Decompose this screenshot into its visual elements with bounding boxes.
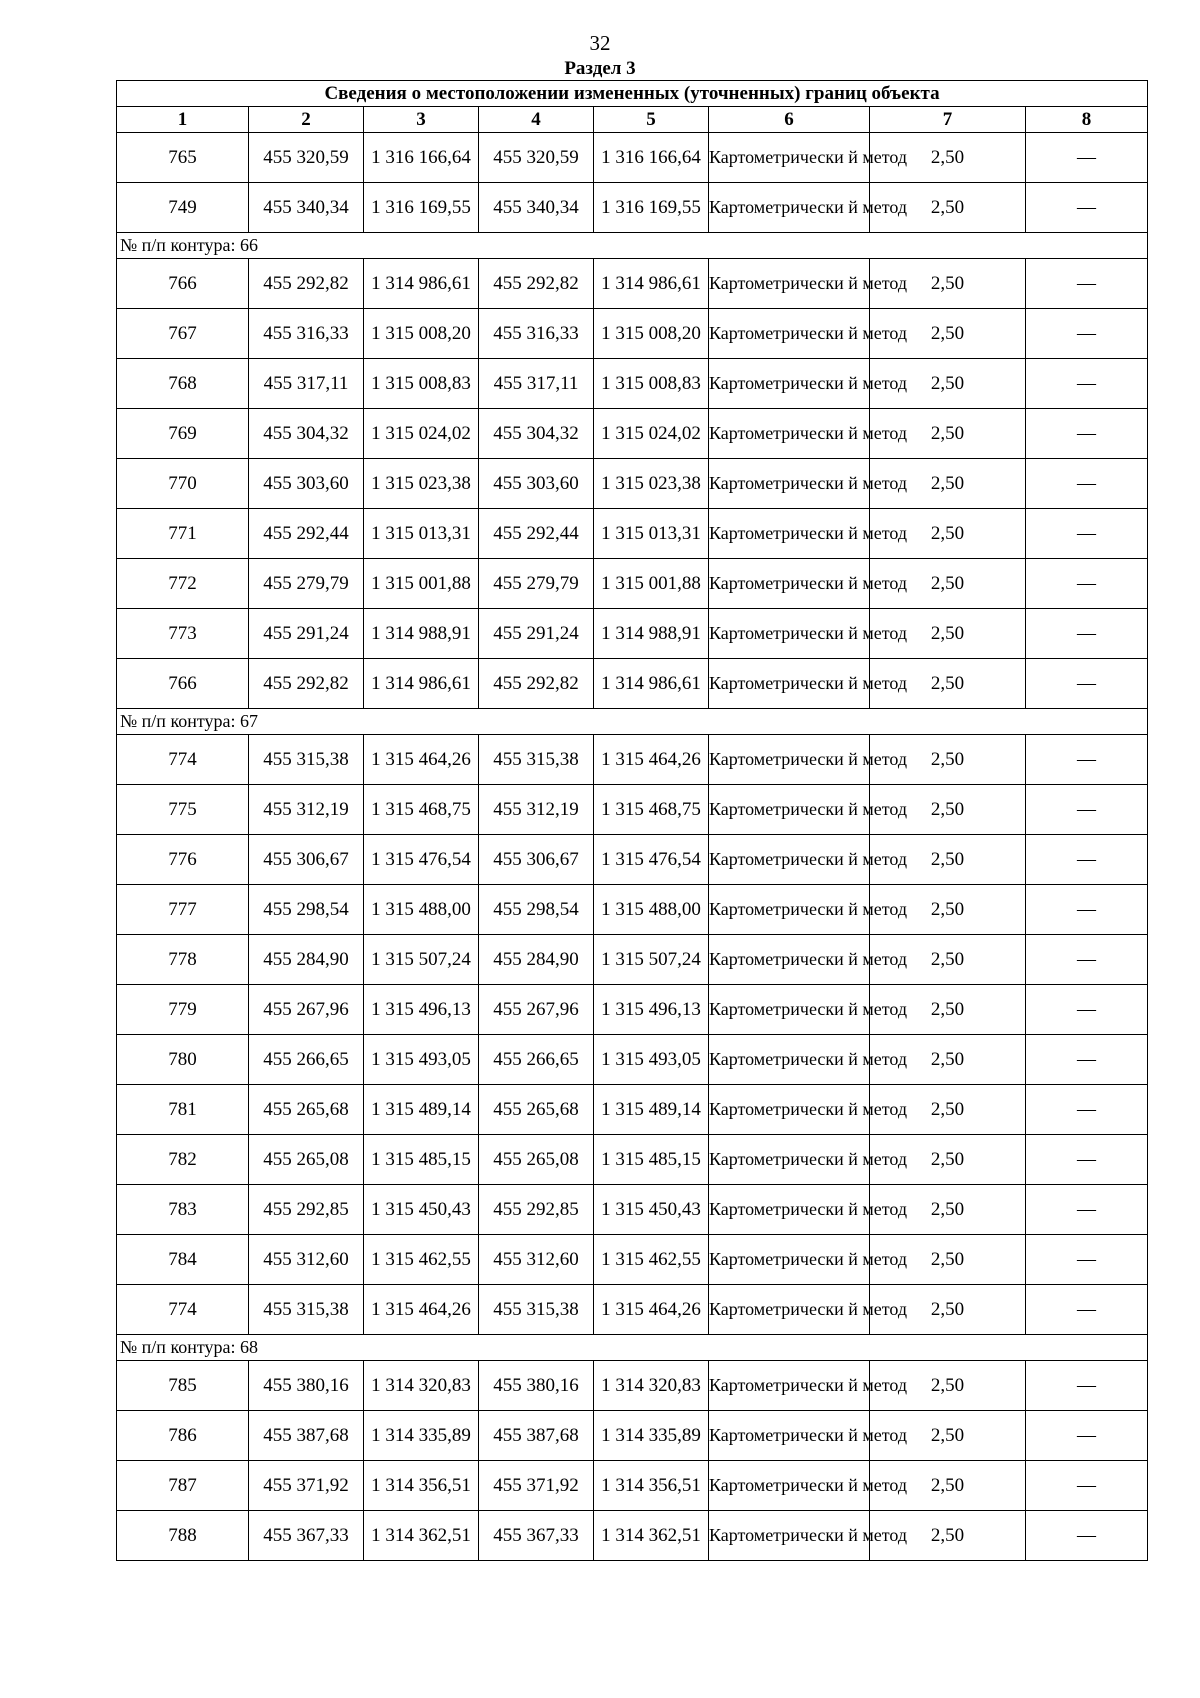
column-number-header: 2 [249, 107, 364, 133]
y-coordinate-cell: 1 315 485,15 [594, 1135, 709, 1185]
y-coordinate-cell: 1 315 493,05 [594, 1035, 709, 1085]
x-coordinate-cell: 455 340,34 [249, 183, 364, 233]
y-coordinate-cell: 1 314 356,51 [594, 1461, 709, 1511]
x-coordinate-cell: 455 292,82 [249, 659, 364, 709]
table-row [117, 885, 1148, 935]
description-cell: — [1026, 735, 1148, 785]
x-coordinate-cell: 455 316,33 [479, 309, 594, 359]
contour-label: № п/п контура: 66 [117, 233, 1148, 259]
method-cell: Картометрически й метод [709, 785, 870, 835]
y-coordinate-cell: 1 315 496,13 [364, 985, 479, 1035]
x-coordinate-cell: 455 303,60 [479, 459, 594, 509]
method-cell: Картометрически й метод [709, 309, 870, 359]
y-coordinate-cell: 1 316 166,64 [594, 133, 709, 183]
method-cell: Картометрически й метод [709, 183, 870, 233]
x-coordinate-cell: 455 315,38 [249, 1285, 364, 1335]
accuracy-cell: 2,50 [870, 509, 1026, 559]
method-cell: Картометрически й метод [709, 1361, 870, 1411]
description-cell: — [1026, 935, 1148, 985]
x-coordinate-cell: 455 265,68 [479, 1085, 594, 1135]
description-cell: — [1026, 985, 1148, 1035]
description-cell: — [1026, 259, 1148, 309]
x-coordinate-cell: 455 279,79 [249, 559, 364, 609]
description-cell: — [1026, 1135, 1148, 1185]
table-row [117, 1185, 1148, 1235]
x-coordinate-cell: 455 304,32 [249, 409, 364, 459]
accuracy-cell: 2,50 [870, 559, 1026, 609]
table-row [117, 559, 1148, 609]
accuracy-cell: 2,50 [870, 785, 1026, 835]
y-coordinate-cell: 1 315 024,02 [594, 409, 709, 459]
point-number-cell: 777 [117, 885, 249, 935]
description-cell: — [1026, 1461, 1148, 1511]
accuracy-cell: 2,50 [870, 885, 1026, 935]
accuracy-cell: 2,50 [870, 1411, 1026, 1461]
accuracy-cell: 2,50 [870, 183, 1026, 233]
x-coordinate-cell: 455 315,38 [479, 1285, 594, 1335]
column-number-header: 8 [1026, 107, 1148, 133]
column-number-header: 6 [709, 107, 870, 133]
column-number-header: 4 [479, 107, 594, 133]
x-coordinate-cell: 455 298,54 [479, 885, 594, 935]
x-coordinate-cell: 455 266,65 [249, 1035, 364, 1085]
table-row [117, 509, 1148, 559]
point-number-cell: 772 [117, 559, 249, 609]
y-coordinate-cell: 1 315 488,00 [594, 885, 709, 935]
table-row [117, 1361, 1148, 1411]
description-cell: — [1026, 785, 1148, 835]
x-coordinate-cell: 455 315,38 [249, 735, 364, 785]
point-number-cell: 769 [117, 409, 249, 459]
y-coordinate-cell: 1 315 008,20 [364, 309, 479, 359]
method-cell: Картометрически й метод [709, 259, 870, 309]
y-coordinate-cell: 1 315 024,02 [364, 409, 479, 459]
x-coordinate-cell: 455 317,11 [249, 359, 364, 409]
y-coordinate-cell: 1 315 023,38 [364, 459, 479, 509]
table-row [117, 259, 1148, 309]
x-coordinate-cell: 455 380,16 [479, 1361, 594, 1411]
table-row [117, 309, 1148, 359]
accuracy-cell: 2,50 [870, 609, 1026, 659]
point-number-cell: 787 [117, 1461, 249, 1511]
x-coordinate-cell: 455 387,68 [479, 1411, 594, 1461]
x-coordinate-cell: 455 292,82 [249, 259, 364, 309]
method-cell: Картометрически й метод [709, 1185, 870, 1235]
method-cell: Картометрически й метод [709, 459, 870, 509]
accuracy-cell: 2,50 [870, 133, 1026, 183]
section-title: Раздел 3 [564, 58, 636, 79]
point-number-cell: 775 [117, 785, 249, 835]
x-coordinate-cell: 455 320,59 [479, 133, 594, 183]
accuracy-cell: 2,50 [870, 459, 1026, 509]
x-coordinate-cell: 455 291,24 [249, 609, 364, 659]
x-coordinate-cell: 455 371,92 [249, 1461, 364, 1511]
x-coordinate-cell: 455 298,54 [249, 885, 364, 935]
x-coordinate-cell: 455 315,38 [479, 735, 594, 785]
y-coordinate-cell: 1 315 462,55 [594, 1235, 709, 1285]
x-coordinate-cell: 455 380,16 [249, 1361, 364, 1411]
description-cell: — [1026, 1361, 1148, 1411]
method-cell: Картометрически й метод [709, 1411, 870, 1461]
x-coordinate-cell: 455 320,59 [249, 133, 364, 183]
y-coordinate-cell: 1 315 507,24 [594, 935, 709, 985]
x-coordinate-cell: 455 317,11 [479, 359, 594, 409]
page-number: 32 [589, 31, 611, 55]
accuracy-cell: 2,50 [870, 1361, 1026, 1411]
x-coordinate-cell: 455 292,85 [249, 1185, 364, 1235]
table-row [117, 409, 1148, 459]
table-row [117, 659, 1148, 709]
description-cell: — [1026, 1185, 1148, 1235]
description-cell: — [1026, 459, 1148, 509]
x-coordinate-cell: 455 284,90 [249, 935, 364, 985]
point-number-cell: 749 [117, 183, 249, 233]
accuracy-cell: 2,50 [870, 259, 1026, 309]
description-cell: — [1026, 659, 1148, 709]
y-coordinate-cell: 1 315 496,13 [594, 985, 709, 1035]
description-cell: — [1026, 1511, 1148, 1561]
accuracy-cell: 2,50 [870, 1085, 1026, 1135]
point-number-cell: 779 [117, 985, 249, 1035]
x-coordinate-cell: 455 267,96 [249, 985, 364, 1035]
x-coordinate-cell: 455 371,92 [479, 1461, 594, 1511]
x-coordinate-cell: 455 292,85 [479, 1185, 594, 1235]
table-row [117, 183, 1148, 233]
x-coordinate-cell: 455 265,08 [249, 1135, 364, 1185]
y-coordinate-cell: 1 315 008,83 [594, 359, 709, 409]
accuracy-cell: 2,50 [870, 1135, 1026, 1185]
contour-label: № п/п контура: 68 [117, 1335, 1148, 1361]
method-cell: Картометрически й метод [709, 985, 870, 1035]
y-coordinate-cell: 1 315 489,14 [594, 1085, 709, 1135]
table-row [117, 785, 1148, 835]
description-cell: — [1026, 409, 1148, 459]
table-row [117, 1285, 1148, 1335]
accuracy-cell: 2,50 [870, 985, 1026, 1035]
y-coordinate-cell: 1 314 988,91 [364, 609, 479, 659]
point-number-cell: 783 [117, 1185, 249, 1235]
method-cell: Картометрически й метод [709, 659, 870, 709]
x-coordinate-cell: 455 312,60 [249, 1235, 364, 1285]
y-coordinate-cell: 1 314 335,89 [594, 1411, 709, 1461]
description-cell: — [1026, 1035, 1148, 1085]
accuracy-cell: 2,50 [870, 309, 1026, 359]
y-coordinate-cell: 1 315 450,43 [364, 1185, 479, 1235]
y-coordinate-cell: 1 315 489,14 [364, 1085, 479, 1135]
y-coordinate-cell: 1 315 464,26 [364, 735, 479, 785]
x-coordinate-cell: 455 312,60 [479, 1235, 594, 1285]
method-cell: Картометрически й метод [709, 1235, 870, 1285]
y-coordinate-cell: 1 314 362,51 [594, 1511, 709, 1561]
point-number-cell: 785 [117, 1361, 249, 1411]
y-coordinate-cell: 1 315 476,54 [594, 835, 709, 885]
accuracy-cell: 2,50 [870, 1461, 1026, 1511]
method-cell: Картометрически й метод [709, 835, 870, 885]
table-row [117, 1035, 1148, 1085]
table-row [117, 1235, 1148, 1285]
description-cell: — [1026, 509, 1148, 559]
contour-row [117, 233, 1148, 259]
y-coordinate-cell: 1 315 493,05 [364, 1035, 479, 1085]
accuracy-cell: 2,50 [870, 1235, 1026, 1285]
method-cell: Картометрически й метод [709, 1461, 870, 1511]
method-cell: Картометрически й метод [709, 1511, 870, 1561]
point-number-cell: 770 [117, 459, 249, 509]
table-row [117, 1511, 1148, 1561]
y-coordinate-cell: 1 314 986,61 [364, 659, 479, 709]
table-body [117, 133, 1148, 1561]
y-coordinate-cell: 1 315 488,00 [364, 885, 479, 935]
accuracy-cell: 2,50 [870, 659, 1026, 709]
y-coordinate-cell: 1 315 450,43 [594, 1185, 709, 1235]
y-coordinate-cell: 1 314 320,83 [594, 1361, 709, 1411]
x-coordinate-cell: 455 265,68 [249, 1085, 364, 1135]
y-coordinate-cell: 1 314 320,83 [364, 1361, 479, 1411]
boundary-coordinates-table [116, 80, 1148, 1561]
x-coordinate-cell: 455 284,90 [479, 935, 594, 985]
column-number-header: 7 [870, 107, 1026, 133]
point-number-cell: 766 [117, 259, 249, 309]
y-coordinate-cell: 1 315 023,38 [594, 459, 709, 509]
y-coordinate-cell: 1 315 008,20 [594, 309, 709, 359]
description-cell: — [1026, 133, 1148, 183]
y-coordinate-cell: 1 315 485,15 [364, 1135, 479, 1185]
method-cell: Картометрически й метод [709, 559, 870, 609]
method-cell: Картометрически й метод [709, 885, 870, 935]
table-caption: Сведения о местоположении измененных (уточненных) границ объекта [117, 81, 1148, 107]
y-coordinate-cell: 1 315 462,55 [364, 1235, 479, 1285]
point-number-cell: 768 [117, 359, 249, 409]
y-coordinate-cell: 1 315 507,24 [364, 935, 479, 985]
y-coordinate-cell: 1 315 008,83 [364, 359, 479, 409]
accuracy-cell: 2,50 [870, 735, 1026, 785]
accuracy-cell: 2,50 [870, 1185, 1026, 1235]
contour-label: № п/п контура: 67 [117, 709, 1148, 735]
column-number-header: 1 [117, 107, 249, 133]
point-number-cell: 776 [117, 835, 249, 885]
table-row [117, 1085, 1148, 1135]
x-coordinate-cell: 455 292,44 [479, 509, 594, 559]
x-coordinate-cell: 455 266,65 [479, 1035, 594, 1085]
accuracy-cell: 2,50 [870, 935, 1026, 985]
description-cell: — [1026, 609, 1148, 659]
y-coordinate-cell: 1 315 468,75 [364, 785, 479, 835]
x-coordinate-cell: 455 367,33 [249, 1511, 364, 1561]
y-coordinate-cell: 1 315 013,31 [594, 509, 709, 559]
x-coordinate-cell: 455 312,19 [479, 785, 594, 835]
x-coordinate-cell: 455 312,19 [249, 785, 364, 835]
method-cell: Картометрически й метод [709, 359, 870, 409]
y-coordinate-cell: 1 314 986,61 [594, 259, 709, 309]
method-cell: Картометрически й метод [709, 409, 870, 459]
table-row [117, 935, 1148, 985]
accuracy-cell: 2,50 [870, 835, 1026, 885]
y-coordinate-cell: 1 316 169,55 [594, 183, 709, 233]
column-number-row [117, 107, 1148, 133]
x-coordinate-cell: 455 367,33 [479, 1511, 594, 1561]
y-coordinate-cell: 1 315 013,31 [364, 509, 479, 559]
point-number-cell: 786 [117, 1411, 249, 1461]
table-row [117, 609, 1148, 659]
point-number-cell: 766 [117, 659, 249, 709]
accuracy-cell: 2,50 [870, 1035, 1026, 1085]
table-row [117, 1135, 1148, 1185]
description-cell: — [1026, 885, 1148, 935]
point-number-cell: 781 [117, 1085, 249, 1135]
point-number-cell: 778 [117, 935, 249, 985]
y-coordinate-cell: 1 315 464,26 [364, 1285, 479, 1335]
method-cell: Картометрически й метод [709, 735, 870, 785]
x-coordinate-cell: 455 292,44 [249, 509, 364, 559]
table-row [117, 985, 1148, 1035]
description-cell: — [1026, 183, 1148, 233]
contour-row [117, 1335, 1148, 1361]
table-row [117, 735, 1148, 785]
x-coordinate-cell: 455 340,34 [479, 183, 594, 233]
point-number-cell: 767 [117, 309, 249, 359]
description-cell: — [1026, 835, 1148, 885]
x-coordinate-cell: 455 306,67 [249, 835, 364, 885]
point-number-cell: 782 [117, 1135, 249, 1185]
x-coordinate-cell: 455 316,33 [249, 309, 364, 359]
point-number-cell: 788 [117, 1511, 249, 1561]
method-cell: Картометрически й метод [709, 609, 870, 659]
point-number-cell: 773 [117, 609, 249, 659]
accuracy-cell: 2,50 [870, 409, 1026, 459]
y-coordinate-cell: 1 314 335,89 [364, 1411, 479, 1461]
description-cell: — [1026, 1235, 1148, 1285]
accuracy-cell: 2,50 [870, 1511, 1026, 1561]
table-row [117, 133, 1148, 183]
method-cell: Картометрически й метод [709, 509, 870, 559]
y-coordinate-cell: 1 316 166,64 [364, 133, 479, 183]
point-number-cell: 774 [117, 735, 249, 785]
method-cell: Картометрически й метод [709, 1285, 870, 1335]
x-coordinate-cell: 455 304,32 [479, 409, 594, 459]
y-coordinate-cell: 1 316 169,55 [364, 183, 479, 233]
y-coordinate-cell: 1 314 362,51 [364, 1511, 479, 1561]
description-cell: — [1026, 1411, 1148, 1461]
table-row [117, 835, 1148, 885]
method-cell: Картометрически й метод [709, 1035, 870, 1085]
method-cell: Картометрически й метод [709, 935, 870, 985]
contour-row [117, 709, 1148, 735]
x-coordinate-cell: 455 387,68 [249, 1411, 364, 1461]
table-row [117, 459, 1148, 509]
column-number-header: 5 [594, 107, 709, 133]
table-row [117, 359, 1148, 409]
y-coordinate-cell: 1 315 001,88 [594, 559, 709, 609]
accuracy-cell: 2,50 [870, 359, 1026, 409]
point-number-cell: 780 [117, 1035, 249, 1085]
y-coordinate-cell: 1 315 476,54 [364, 835, 479, 885]
description-cell: — [1026, 1285, 1148, 1335]
x-coordinate-cell: 455 267,96 [479, 985, 594, 1035]
point-number-cell: 784 [117, 1235, 249, 1285]
y-coordinate-cell: 1 315 001,88 [364, 559, 479, 609]
method-cell: Картометрически й метод [709, 133, 870, 183]
x-coordinate-cell: 455 291,24 [479, 609, 594, 659]
method-cell: Картометрически й метод [709, 1085, 870, 1135]
description-cell: — [1026, 1085, 1148, 1135]
point-number-cell: 771 [117, 509, 249, 559]
accuracy-cell: 2,50 [870, 1285, 1026, 1335]
table-row [117, 1411, 1148, 1461]
y-coordinate-cell: 1 315 464,26 [594, 735, 709, 785]
point-number-cell: 774 [117, 1285, 249, 1335]
y-coordinate-cell: 1 315 468,75 [594, 785, 709, 835]
y-coordinate-cell: 1 314 356,51 [364, 1461, 479, 1511]
x-coordinate-cell: 455 292,82 [479, 259, 594, 309]
x-coordinate-cell: 455 306,67 [479, 835, 594, 885]
y-coordinate-cell: 1 314 986,61 [594, 659, 709, 709]
x-coordinate-cell: 455 265,08 [479, 1135, 594, 1185]
x-coordinate-cell: 455 303,60 [249, 459, 364, 509]
column-number-header: 3 [364, 107, 479, 133]
y-coordinate-cell: 1 315 464,26 [594, 1285, 709, 1335]
y-coordinate-cell: 1 314 988,91 [594, 609, 709, 659]
description-cell: — [1026, 359, 1148, 409]
description-cell: — [1026, 559, 1148, 609]
description-cell: — [1026, 309, 1148, 359]
point-number-cell: 765 [117, 133, 249, 183]
y-coordinate-cell: 1 314 986,61 [364, 259, 479, 309]
method-cell: Картометрически й метод [709, 1135, 870, 1185]
table-row [117, 1461, 1148, 1511]
x-coordinate-cell: 455 292,82 [479, 659, 594, 709]
x-coordinate-cell: 455 279,79 [479, 559, 594, 609]
